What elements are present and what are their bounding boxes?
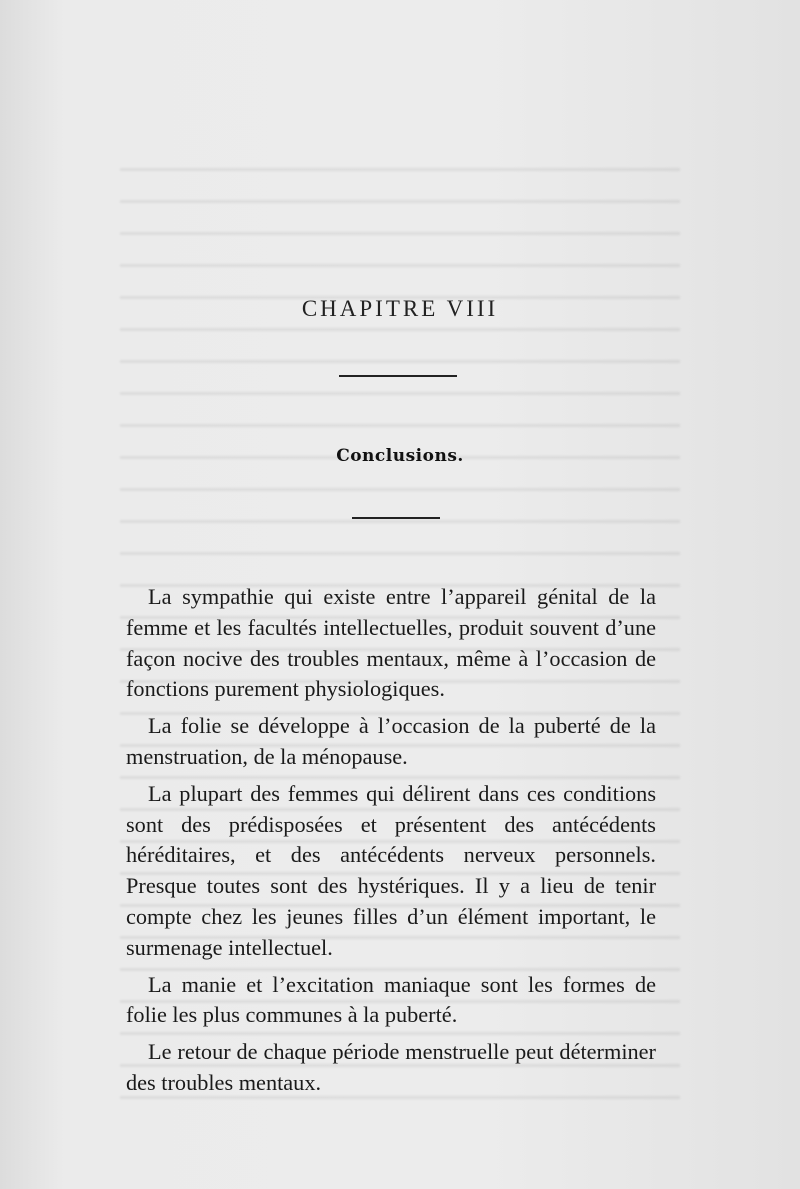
paragraph: Le retour de chaque période menstruelle peut déterminer des troubles mentaux. (126, 1039, 656, 1095)
section-rule (352, 517, 440, 519)
paragraph: La plupart des femmes qui délirent dans ces conditions sont des prédisposées et présentent des antécédents héréditaires, et des antécédents nerveux personnels. Presque toutes sont des hystériques. Il y a lieu de tenir compte chez les jeunes filles d’un élément important, le surmenage intellectuel. (126, 780, 656, 960)
paragraph: La sympathie qui existe entre l’appareil génital de la femme et les facultés intellectuelles, produit souvent d’une façon nocive des troubles mentaux, même à l’occasion de fonctions purement physiologiques. (126, 584, 656, 702)
section-heading: Conclusions. (336, 446, 464, 466)
chapter-rule (339, 375, 457, 377)
paragraph: La manie et l’excitation maniaque sont les formes de folie les plus communes à la puberté. (126, 971, 656, 1028)
chapter-title: CHAPITRE VIII (301, 296, 499, 321)
body-text (126, 582, 656, 1105)
paragraph: La folie se développe à l’occasion de la puberté de la menstruation, de la ménopause. (126, 713, 656, 769)
